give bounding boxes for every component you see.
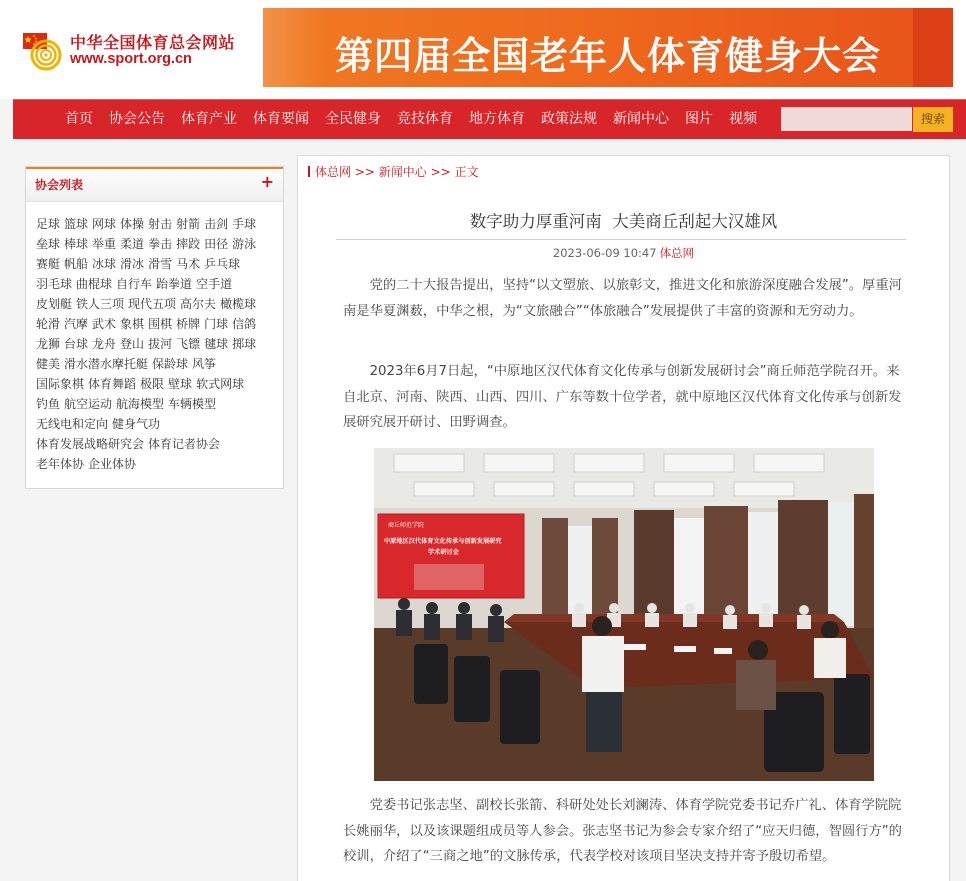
association-link[interactable]: 航海模型	[116, 397, 165, 411]
association-link[interactable]: 极限	[140, 377, 165, 391]
nav-item-video[interactable]: 视频	[729, 111, 757, 127]
nav-item-industry[interactable]: 体育产业	[181, 111, 237, 127]
screen-logo-text: 商丘师范学院	[388, 522, 425, 529]
search-button[interactable]: 搜索	[913, 107, 953, 132]
breadcrumb-news-center-link[interactable]: 新闻中心	[378, 165, 427, 179]
nav-item-policy[interactable]: 政策法规	[541, 111, 597, 127]
association-link[interactable]: 篮球	[64, 217, 89, 231]
event-banner[interactable]	[263, 8, 953, 87]
association-link[interactable]: 掷球	[232, 337, 257, 351]
association-link[interactable]: 体操	[120, 217, 145, 231]
association-link[interactable]: 赛艇	[36, 257, 61, 271]
association-link[interactable]: 软式网球	[196, 377, 245, 391]
association-row	[36, 374, 281, 394]
association-link[interactable]: 轮滑	[36, 317, 61, 331]
expand-plus-icon[interactable]: +	[260, 172, 274, 191]
breadcrumb-current[interactable]: 正文	[454, 165, 479, 179]
logo-site-url: www.sport.org.cn	[70, 51, 192, 67]
association-link[interactable]: 登山	[120, 337, 145, 351]
article-photo	[374, 448, 874, 781]
article-panel	[297, 155, 950, 881]
association-link[interactable]: 航空运动	[64, 397, 113, 411]
association-row	[36, 214, 281, 234]
logo-site-name: 中华全国体育总会网站	[70, 33, 236, 52]
association-link[interactable]: 拳击	[148, 237, 173, 251]
association-link[interactable]: 飞镖	[176, 337, 201, 351]
nav-item-announcements[interactable]: 协会公告	[109, 111, 165, 127]
nav-item-local[interactable]: 地方体育	[469, 111, 525, 127]
article-paragraph: 党的二十大报告提出，坚持“以文塑旅、以旅彰文，推进文化和旅游深度融合发展”。厚重河南是华夏渊薮，中华之根，为“文旅融合”“体旅融合”发展提供了丰富的资源和无穷动力。	[343, 278, 902, 319]
association-link[interactable]: 高尔夫	[180, 297, 217, 311]
association-link[interactable]: 羽毛球	[36, 277, 73, 291]
association-row	[36, 354, 281, 374]
breadcrumb	[308, 163, 479, 180]
association-link[interactable]: 健美	[36, 357, 61, 371]
association-link[interactable]: 柔道	[120, 237, 145, 251]
screen-headline: 中原地区汉代体育文化传承与创新发展研究	[384, 538, 502, 545]
association-link[interactable]: 游泳	[232, 237, 257, 251]
association-link[interactable]: 冰球	[92, 257, 117, 271]
nav-item-pictures[interactable]: 图片	[685, 111, 713, 127]
association-row	[36, 394, 281, 414]
association-link[interactable]: 龙狮	[36, 337, 61, 351]
association-link[interactable]: 车辆模型	[168, 397, 217, 411]
association-link[interactable]: 摔跤	[176, 237, 201, 251]
association-link[interactable]: 空手道	[196, 277, 233, 291]
article-title: 数字助力厚重河南 大美商丘刮起大汉雄风	[469, 212, 778, 231]
association-link[interactable]: 龙舟	[92, 337, 117, 351]
association-link[interactable]: 象棋	[120, 317, 145, 331]
article-paragraph: 2023年6月7日起，“中原地区汉代体育文化传承与创新发展研讨会”商丘师范学院召开。来自北京、河南、陕西、山西、四川、广东等数十位学者，就中原地区汉代体育文化传承与创新发展研究展开研讨、田野调查。	[343, 364, 902, 430]
association-link[interactable]: 保龄球	[152, 357, 189, 371]
breadcrumb-separator: >>	[354, 165, 375, 179]
association-link[interactable]: 滑水潜水摩托艇	[64, 357, 149, 371]
article-source-link[interactable]: 体总网	[659, 246, 695, 260]
association-list-header	[26, 167, 283, 202]
banner-title: 第四届全国老年人体育健身大会	[334, 34, 881, 78]
association-link[interactable]: 自行车	[116, 277, 153, 291]
association-link[interactable]: 击剑	[204, 217, 229, 231]
association-link[interactable]: 汽摩	[64, 317, 89, 331]
association-link[interactable]: 帆船	[64, 257, 89, 271]
association-row	[36, 434, 281, 454]
association-link[interactable]: 滑雪	[148, 257, 173, 271]
article-meta	[298, 245, 949, 261]
association-link[interactable]: 信鸽	[232, 317, 257, 331]
association-link[interactable]: 国际象棋	[36, 377, 85, 391]
association-link[interactable]: 体育记者协会	[148, 437, 221, 451]
association-link[interactable]: 现代五项	[128, 297, 177, 311]
meeting-room-photo	[374, 448, 874, 781]
association-link[interactable]: 体育发展战略研究会	[36, 437, 145, 451]
association-link[interactable]: 马术	[176, 257, 201, 271]
article-datetime: 2023-06-09 10:47	[552, 246, 657, 260]
association-link[interactable]: 桥牌	[176, 317, 201, 331]
association-link[interactable]: 健身气功	[112, 417, 161, 431]
article-paragraph: 党委书记张志坚、副校长张箭、科研处处长刘澜涛、体育学院党委书记乔广礼、体育学院院长姚丽华，以及该课题组成员等人参会。张志坚书记为参会专家介绍了“应天归德，智圆行方”的校训，介绍了“三商之地”的文脉传承，代表学校对该项目坚决支持并寄予殷切希望。	[343, 798, 902, 864]
association-link[interactable]: 拔河	[148, 337, 173, 351]
search-input[interactable]	[781, 107, 912, 131]
association-link[interactable]: 围棋	[148, 317, 173, 331]
association-link[interactable]: 滑冰	[120, 257, 145, 271]
title-divider	[336, 239, 906, 240]
association-link[interactable]: 手球	[232, 217, 257, 231]
association-link[interactable]: 跆拳道	[156, 277, 193, 291]
association-link[interactable]: 网球	[92, 217, 117, 231]
association-list-title: 协会列表	[35, 178, 84, 192]
association-link[interactable]: 壁球	[168, 377, 193, 391]
association-link[interactable]: 无线电和定向	[36, 417, 109, 431]
acsf-emblem-icon	[22, 27, 66, 71]
breadcrumb-marker	[308, 166, 310, 177]
association-link[interactable]: 举重	[92, 237, 117, 251]
association-link[interactable]: 乒乓球	[204, 257, 241, 271]
nav-item-competitive[interactable]: 竞技体育	[397, 111, 453, 127]
main-nav	[13, 99, 966, 139]
association-row	[36, 334, 281, 354]
nav-item-news-highlights[interactable]: 体育要闻	[253, 111, 309, 127]
association-row	[36, 274, 281, 294]
site-logo[interactable]	[22, 24, 242, 74]
association-link[interactable]: 武术	[92, 317, 117, 331]
nav-item-news-center[interactable]: 新闻中心	[613, 111, 669, 127]
site-header	[0, 0, 966, 99]
association-link[interactable]: 田径	[204, 237, 229, 251]
association-row	[36, 454, 281, 474]
association-link[interactable]: 垒球	[36, 237, 61, 251]
nav-item-fitness[interactable]: 全民健身	[325, 111, 381, 127]
association-link[interactable]: 皮划艇	[36, 297, 73, 311]
association-link[interactable]: 棒球	[64, 237, 89, 251]
association-link[interactable]: 射击	[148, 217, 173, 231]
association-link[interactable]: 射箭	[176, 217, 201, 231]
association-row	[36, 294, 281, 314]
association-link[interactable]: 曲棍球	[76, 277, 113, 291]
association-link[interactable]: 铁人三项	[76, 297, 125, 311]
association-link[interactable]: 老年体协	[36, 457, 85, 471]
association-links	[36, 214, 281, 474]
association-link[interactable]: 企业体协	[88, 457, 137, 471]
association-link[interactable]: 橄榄球	[220, 297, 257, 311]
association-link[interactable]: 台球	[64, 337, 89, 351]
association-link[interactable]: 体育舞蹈	[88, 377, 137, 391]
nav-items	[57, 100, 765, 139]
association-link[interactable]: 毽球	[204, 337, 229, 351]
association-row	[36, 254, 281, 274]
association-link[interactable]: 足球	[36, 217, 61, 231]
association-link[interactable]: 门球	[204, 317, 229, 331]
association-row	[36, 414, 281, 434]
screen-subheadline: 学术研讨会	[428, 549, 459, 556]
association-row	[36, 314, 281, 334]
breadcrumb-home-link[interactable]: 体总网	[315, 165, 352, 179]
nav-item-home[interactable]: 首页	[65, 111, 93, 127]
breadcrumb-separator: >>	[430, 165, 451, 179]
association-link[interactable]: 钓鱼	[36, 397, 61, 411]
association-link[interactable]: 风筝	[192, 357, 217, 371]
association-row	[36, 234, 281, 254]
association-list-panel	[25, 166, 284, 489]
